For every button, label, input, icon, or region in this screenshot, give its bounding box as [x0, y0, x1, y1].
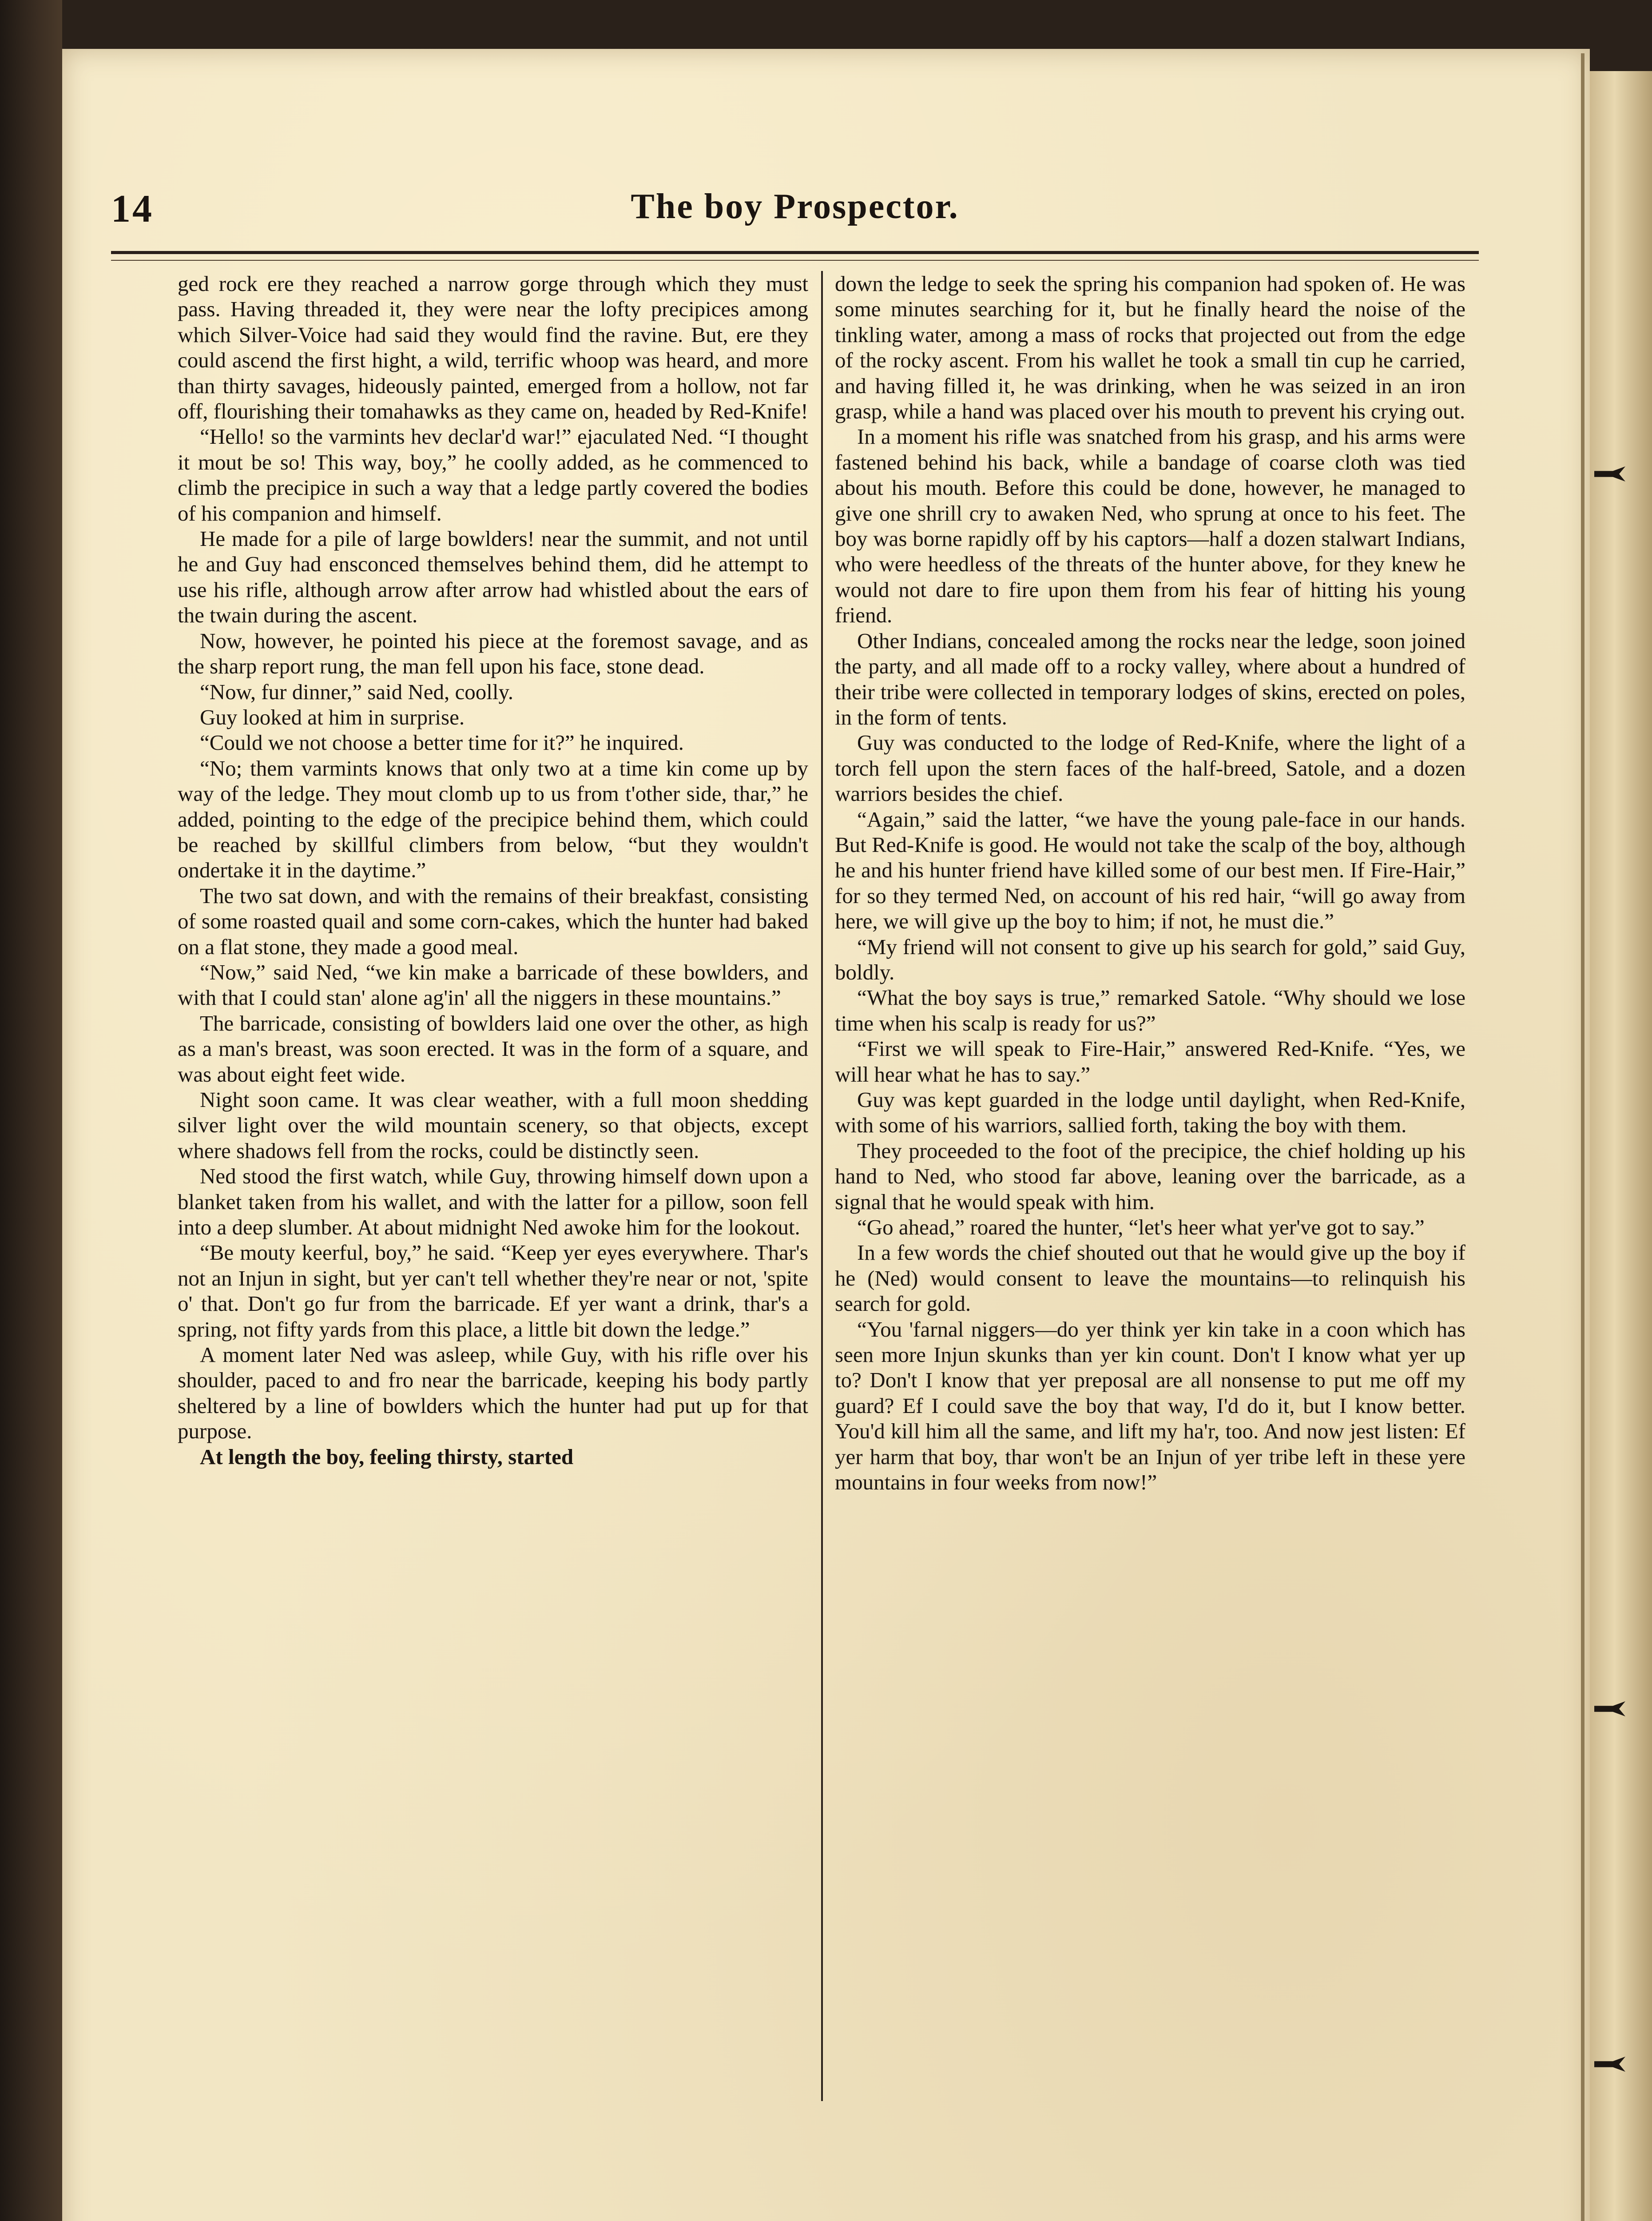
paragraph: Ned stood the first watch, while Guy, throwing himself down upon a blanket taken from his wallet, and with the latter for a pillow, soon fell into a deep slumber. At about midnight Ned awoke him for the lookout. — [178, 1164, 808, 1240]
paragraph: Guy was kept guarded in the lodge until daylight, when Red-Knife, with some of his warriors, sallied forth, taking the boy with them. — [835, 1087, 1465, 1138]
paragraph: Guy looked at him in surprise. — [200, 705, 465, 729]
paragraph: In a few words the chief shouted out that he would give up the boy if he (Ned) would consent to leave the mountains—to relinquish his search for gold. — [835, 1240, 1465, 1316]
paragraph: “Hello! so the varmints hev declar'd war!” ejaculated Ned. “I thought it mout be so! This way, boy,” he coolly added, as he commenced to climb the precipice in such a way that a ledge partly covered the bodies of his companion and himself. — [178, 424, 808, 525]
page-header — [111, 187, 1479, 240]
page-number: 14 — [111, 187, 154, 231]
paragraph: They proceeded to the foot of the precipice, the chief holding up his hand to Ned, who stood far above, leaning over the barricade, as a signal that he would speak with him. — [835, 1138, 1465, 1214]
paragraph: Other Indians, concealed among the rocks near the ledge, soon joined the party, and all made off to a rocky valley, where about a hundred of their tribe were collected in temporary lodges of skins, erected on poles, in the form of tents. — [835, 628, 1465, 729]
binding-spine — [1590, 71, 1652, 2221]
paragraph: “First we will speak to Fire-Hair,” answered Red-Knife. “Yes, we will hear what he has to say.” — [835, 1036, 1465, 1087]
paragraph: A moment later Ned was asleep, while Guy, with his rifle over his shoulder, paced to and fro near the barricade, keeping his body partly sheltered by a line of bowlders which the hunter had put up for that purpose. — [178, 1342, 808, 1444]
paragraph: Night soon came. It was clear weather, with a full moon shedding silver light over the wild mountain scenery, so that objects, except where shadows fell from the rocks, could be distinctly seen. — [178, 1087, 808, 1163]
paragraph: down the ledge to seek the spring his companion had spoken of. He was some minutes searching for it, but he finally heard the noise of the tinkling water, among a mass of rocks that projected out from the edge of the rocky ascent. From his wallet he took a small tin cup he carried, and having filled it, he was drinking, when he was seized in an iron grasp, while a hand was placed over his mouth to prevent his crying out. — [835, 271, 1465, 424]
running-title: The boy Prospector. — [631, 187, 959, 226]
paragraph: Guy was conducted to the lodge of Red-Knife, where the light of a torch fell upon the stern faces of the half-breed, Satole, and a dozen warriors besides the chief. — [835, 730, 1465, 806]
header-rule — [111, 251, 1479, 254]
paragraph: “Now,” said Ned, “we kin make a barricade of these bowlders, and with that I could stan' alone ag'in' all the niggers in these mountains.” — [178, 959, 808, 1010]
paragraph: “Now, fur dinner,” said Ned, coolly. — [200, 679, 514, 704]
paragraph: “You 'farnal niggers—do yer think yer kin take in a coon which has seen more Injun skunks than yer kin count. Don't I know what yer up to? Don't I know that yer preposal are all nonsense to put me off my guard? Ef I could save the boy that way, I'd do it, but I know better. You'd kill him all the same, and lift my ha'r, too. And now jest listen: Ef yer harm that boy, thar won't be an Injun of yer tribe left in these yere mountains in four weeks from now!” — [835, 1317, 1465, 1495]
paragraph: “My friend will not consent to give up his search for gold,” said Guy, boldly. — [835, 934, 1465, 984]
paragraph: Now, however, he pointed his piece at the foremost savage, and as the sharp report rung, the man fell upon his face, stone dead. — [178, 628, 808, 679]
paragraph: “Go ahead,” roared the hunter, “let's heer what yer've got to say.” — [857, 1215, 1425, 1240]
paragraph: ged rock ere they reached a narrow gorge through which they must pass. Having threaded it, they were near the lofty precipices among which Silver-Voice had said they would find the ravine. But, ere they could ascend the first hight, a wild, terrific whoop was heard, and more than thirty savages, hideously painted, emerged from a hollow, not far off, flourishing their tomahawks as they came on, headed by Red-Knife! — [178, 271, 808, 424]
paragraph: “No; them varmints knows that only two at a time kin come up by way of the ledge. They mout clomb up to us from t'other side, thar,” he added, pointing to the edge of the precipice behind them, which could be reached by skillful climbers from below, “but they wouldn't ondertake it in the daytime.” — [178, 756, 808, 883]
scan-background-left — [0, 0, 62, 2221]
paragraph: The two sat down, and with the remains of their breakfast, consisting of some roasted quail and some corn-cakes, which the hunter had baked on a flat stone, they made a good meal. — [178, 883, 808, 959]
paragraph: “What the boy says is true,” remarked Satole. “Why should we lose time when his scalp is ready for us?” — [835, 985, 1465, 1035]
binding-edge — [1581, 53, 1584, 2221]
paragraph: “Be mouty keerful, boy,” he said. “Keep yer eyes everywhere. Thar's not an Injun in sight, but yer can't tell whether they're near or not, 'spite o' that. Don't go fur from the barricade. Ef yer want a drink, thar's a spring, not fifty yards from this place, a little bit down the ledge.” — [178, 1240, 808, 1341]
paragraph: “Again,” said the latter, “we have the young pale-face in our hands. But Red-Knife is good. He would not take the scalp of the boy, although he and his hunter friend have killed some of our best men. If Fire-Hair,” for so they termed Ned, on account of his red hair, “will go away from here, we will give up the boy to him; if not, he must die.” — [835, 807, 1465, 934]
left-column — [178, 271, 808, 1469]
paragraph: He made for a pile of large bowlders! near the summit, and not until he and Guy had ensconced themselves behind them, did he attempt to use his rifle, although arrow after arrow had whistled about the ears of the twain during the ascent. — [178, 526, 808, 628]
paragraph: The barricade, consisting of bowlders laid one over the other, as high as a man's breast, was soon erected. It was in the form of a square, and was about eight feet wide. — [178, 1011, 808, 1087]
column-divider — [821, 271, 823, 2101]
paragraph: “Could we not choose a better time for it?” he inquired. — [200, 730, 684, 755]
paragraph: At length the boy, feeling thirsty, started — [200, 1444, 574, 1469]
right-column — [835, 271, 1465, 1495]
paragraph: In a moment his rifle was snatched from his grasp, and his arms were fastened behind his back, while a bandage of coarse cloth was tied about his mouth. Before this could be done, however, he managed to give one shrill cry to awaken Ned, who sprung at once to his feet. The boy was borne rapidly off by his captors—half a dozen stalwart Indians, who were heedless of the threats of the hunter above, for they knew he would not dare to fire upon them from his fear of hitting his young friend. — [835, 424, 1465, 628]
header-rule-thin — [111, 260, 1479, 261]
